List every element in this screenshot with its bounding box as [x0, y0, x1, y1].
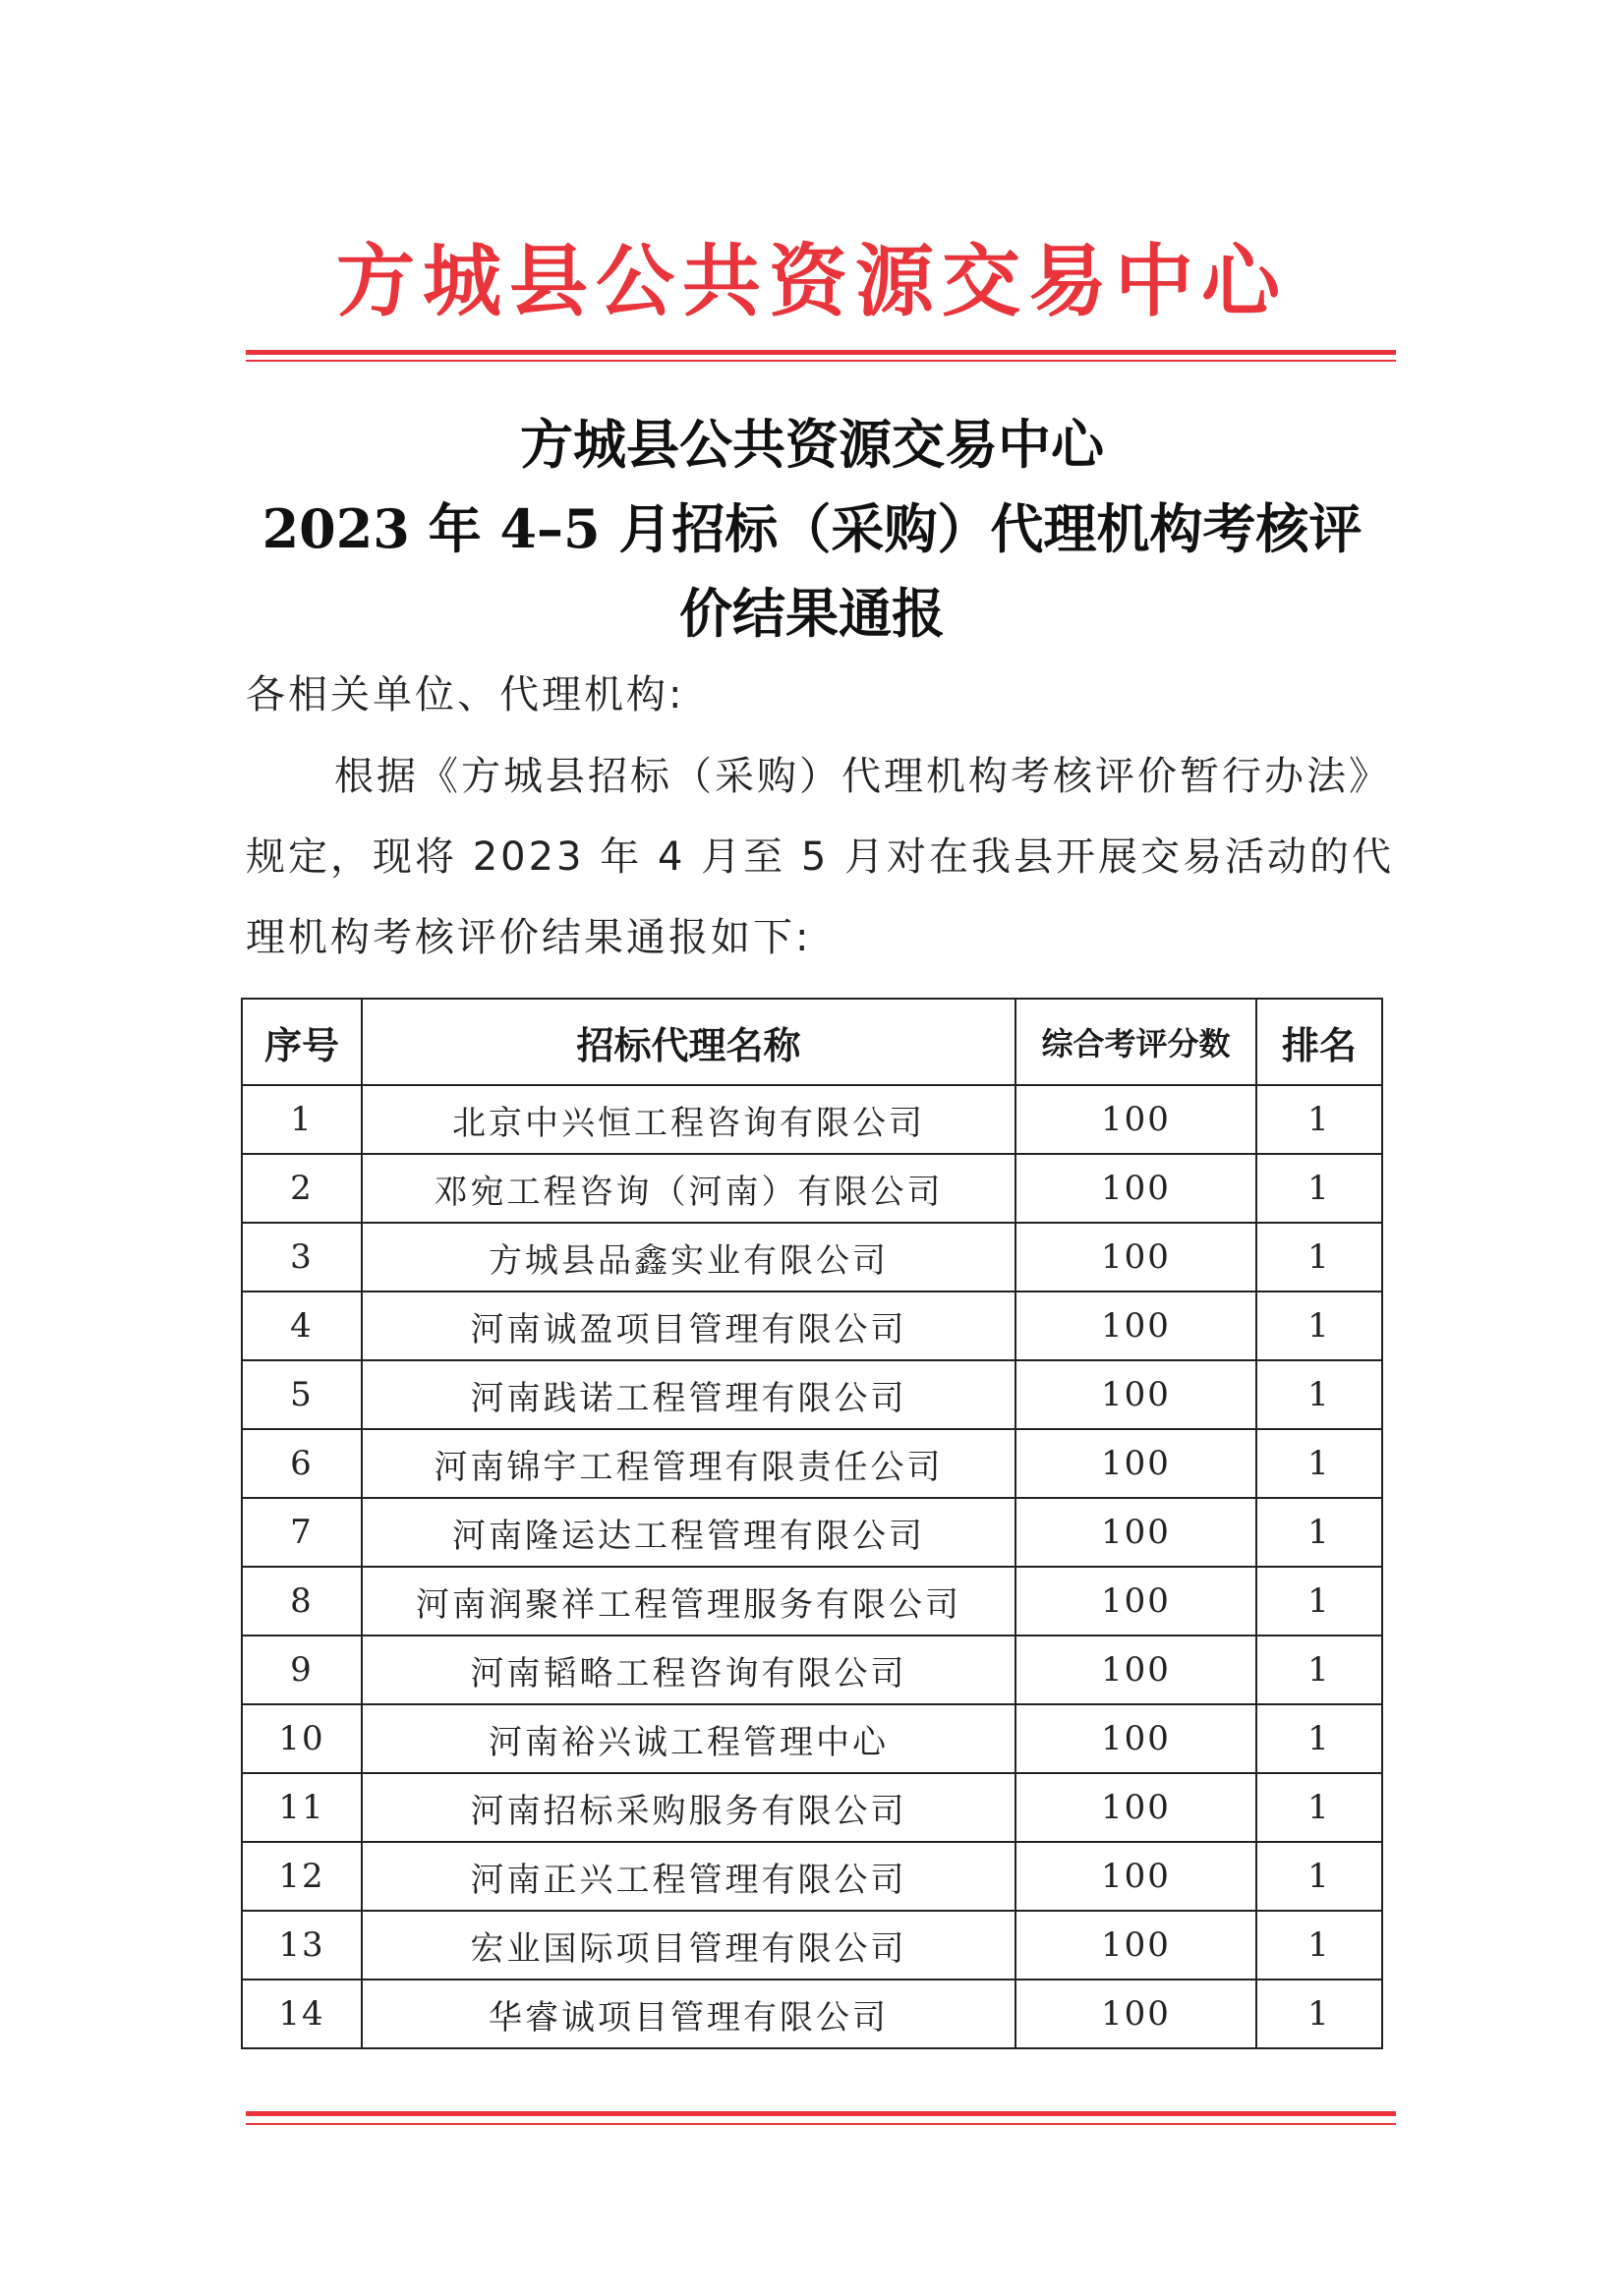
cell-no: 4 [242, 1292, 362, 1360]
table-row [242, 1154, 1382, 1223]
cell-name: 河南裕兴诚工程管理中心 [362, 1704, 1015, 1773]
cell-score: 100 [1015, 1429, 1256, 1498]
cell-rank: 1 [1256, 1842, 1382, 1911]
cell-score: 100 [1015, 1223, 1256, 1292]
header-rank: 排名 [1256, 999, 1382, 1085]
cell-name: 华睿诚项目管理有限公司 [362, 1980, 1015, 2048]
table-row [242, 1842, 1382, 1911]
cell-rank: 1 [1256, 1360, 1382, 1429]
cell-no: 9 [242, 1636, 362, 1704]
cell-score: 100 [1015, 1980, 1256, 2048]
cell-score: 100 [1015, 1567, 1256, 1636]
table-row [242, 1360, 1382, 1429]
cell-no: 13 [242, 1911, 362, 1980]
cell-rank: 1 [1256, 1292, 1382, 1360]
table-row [242, 1636, 1382, 1704]
salutation: 各相关单位、代理机构: [246, 672, 685, 718]
masthead-title: 方城县公共资源交易中心 [336, 235, 1288, 327]
cell-score: 100 [1015, 1773, 1256, 1842]
cell-score: 100 [1015, 1360, 1256, 1429]
cell-rank: 1 [1256, 1636, 1382, 1704]
cell-name: 河南润聚祥工程管理服务有限公司 [362, 1567, 1015, 1636]
cell-rank: 1 [1256, 1980, 1382, 2048]
cell-name: 河南锦宇工程管理有限责任公司 [362, 1429, 1015, 1498]
cell-no: 3 [242, 1223, 362, 1292]
cell-rank: 1 [1256, 1223, 1382, 1292]
doc-title-line-1: 方城县公共资源交易中心 [520, 413, 1104, 476]
cell-score: 100 [1015, 1085, 1256, 1154]
footer-rule-thick [246, 2111, 1396, 2116]
table-header-row [242, 999, 1382, 1085]
header-name: 招标代理名称 [362, 999, 1015, 1085]
cell-name: 河南招标采购服务有限公司 [362, 1773, 1015, 1842]
cell-rank: 1 [1256, 1911, 1382, 1980]
cell-name: 方城县品鑫实业有限公司 [362, 1223, 1015, 1292]
cell-name: 河南践诺工程管理有限公司 [362, 1360, 1015, 1429]
cell-score: 100 [1015, 1911, 1256, 1980]
cell-no: 14 [242, 1980, 362, 2048]
cell-score: 100 [1015, 1154, 1256, 1223]
cell-score: 100 [1015, 1842, 1256, 1911]
body-line-2: 规定，现将 2023 年 4 月至 5 月对在我县开展交易活动的代 [246, 834, 1394, 880]
table-row [242, 1704, 1382, 1773]
cell-rank: 1 [1256, 1567, 1382, 1636]
cell-name: 河南诚盈项目管理有限公司 [362, 1292, 1015, 1360]
table-row [242, 1980, 1382, 2048]
table-row [242, 1429, 1382, 1498]
cell-rank: 1 [1256, 1429, 1382, 1498]
footer-rule-thin [246, 2123, 1396, 2125]
cell-name: 河南韬略工程咨询有限公司 [362, 1636, 1015, 1704]
cell-no: 1 [242, 1085, 362, 1154]
table-row [242, 1085, 1382, 1154]
cell-name: 北京中兴恒工程咨询有限公司 [362, 1085, 1015, 1154]
cell-score: 100 [1015, 1292, 1256, 1360]
header-no: 序号 [242, 999, 362, 1085]
results-table [241, 998, 1383, 2049]
cell-score: 100 [1015, 1636, 1256, 1704]
cell-name: 河南正兴工程管理有限公司 [362, 1842, 1015, 1911]
body-line-3: 理机构考核评价结果通报如下: [246, 915, 812, 960]
cell-no: 12 [242, 1842, 362, 1911]
masthead-rule-thick [246, 350, 1396, 355]
cell-no: 2 [242, 1154, 362, 1223]
cell-no: 5 [242, 1360, 362, 1429]
cell-name: 邓宛工程咨询（河南）有限公司 [362, 1154, 1015, 1223]
cell-no: 8 [242, 1567, 362, 1636]
cell-rank: 1 [1256, 1085, 1382, 1154]
table-row [242, 1773, 1382, 1842]
cell-no: 7 [242, 1498, 362, 1567]
cell-no: 11 [242, 1773, 362, 1842]
doc-title-line-3: 价结果通报 [679, 582, 945, 645]
cell-rank: 1 [1256, 1154, 1382, 1223]
cell-rank: 1 [1256, 1773, 1382, 1842]
cell-no: 10 [242, 1704, 362, 1773]
masthead-rule-thin [246, 360, 1396, 362]
cell-rank: 1 [1256, 1704, 1382, 1773]
table-row [242, 1567, 1382, 1636]
table-row [242, 1223, 1382, 1292]
cell-no: 6 [242, 1429, 362, 1498]
header-score: 综合考评分数 [1015, 999, 1256, 1085]
table-row [242, 1911, 1382, 1980]
table-row [242, 1498, 1382, 1567]
doc-title-line-2: 2023 年 4–5 月招标（采购）代理机构考核评 [261, 497, 1363, 560]
cell-name: 宏业国际项目管理有限公司 [362, 1911, 1015, 1980]
body-line-1: 根据《方城县招标（采购）代理机构考核评价暂行办法》 [334, 754, 1391, 799]
cell-score: 100 [1015, 1704, 1256, 1773]
table-row [242, 1292, 1382, 1360]
cell-rank: 1 [1256, 1498, 1382, 1567]
cell-name: 河南隆运达工程管理有限公司 [362, 1498, 1015, 1567]
cell-score: 100 [1015, 1498, 1256, 1567]
